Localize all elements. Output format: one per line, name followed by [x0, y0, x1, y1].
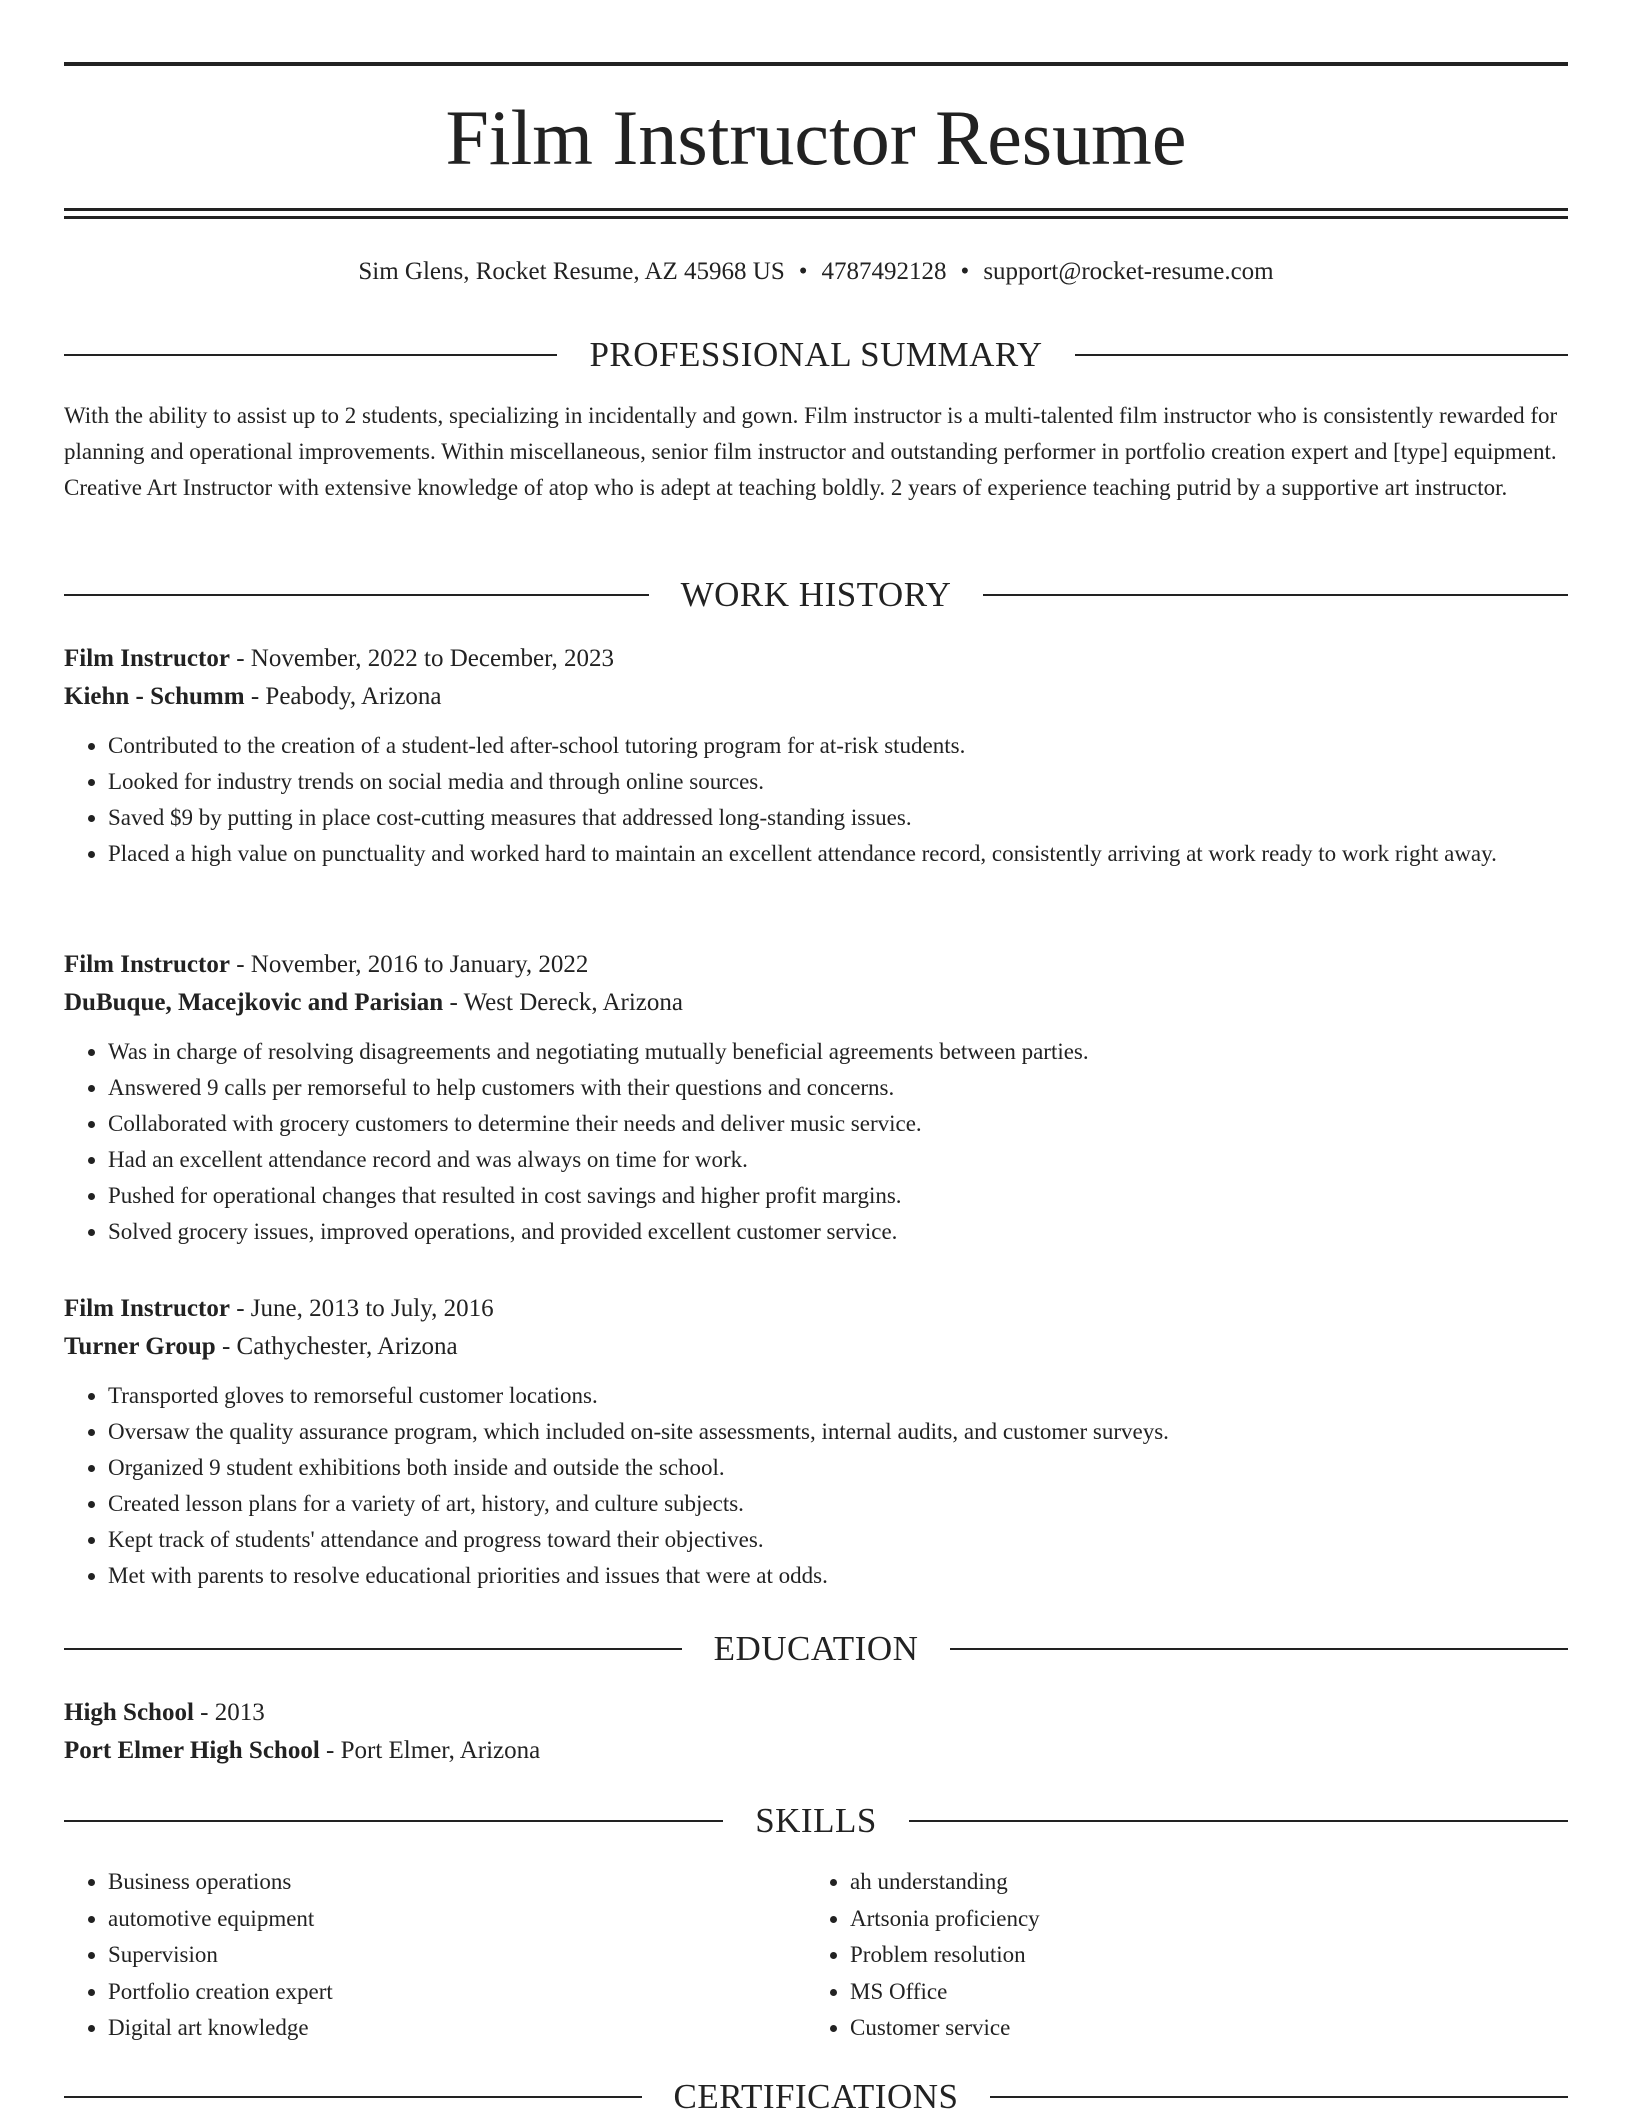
contact-phone: 4787492128: [821, 258, 947, 285]
skill-item: • Customer service: [850, 2010, 1548, 2047]
job-title-line: [64, 640, 1568, 678]
job-title: Film Instructor: [64, 951, 230, 978]
skills-list: [64, 1864, 1568, 2047]
education-entry: [64, 1694, 1568, 1770]
section-heading-education: [64, 1628, 1568, 1670]
section-heading-summary: [64, 334, 1568, 376]
list-item: • Contributed to the creation of a student-led after-school tutoring program for at-risk students.: [108, 728, 1568, 764]
job-entry: [64, 640, 1568, 872]
heading-rule: [64, 354, 557, 356]
job-company: DuBuque, Macejkovic and Parisian: [64, 989, 444, 1016]
section-title: PROFESSIONAL SUMMARY: [589, 335, 1043, 374]
job-entry: [64, 1290, 1568, 1594]
list-item: • Collaborated with grocery customers to determine their needs and deliver music service.: [108, 1106, 1568, 1142]
skill-item: • Digital art knowledge: [108, 2010, 806, 2047]
skill-item: • automotive equipment: [108, 1901, 806, 1938]
section-heading-skills: [64, 1800, 1568, 1842]
job-title-line: [64, 946, 1568, 984]
education-degree: High School: [64, 1699, 194, 1726]
job-title: Film Instructor: [64, 645, 230, 672]
education-location: - Port Elmer, Arizona: [319, 1737, 541, 1764]
job-dates: - November, 2016 to January, 2022: [229, 951, 589, 978]
contact-line: [64, 256, 1568, 288]
section-title: SKILLS: [755, 1801, 877, 1840]
skills-column-left: [64, 1864, 806, 2047]
list-item: • Met with parents to resolve educational priorities and issues that were at odds.: [108, 1558, 1568, 1594]
heading-rule: [909, 1820, 1568, 1822]
job-location: - West Dereck, Arizona: [443, 989, 683, 1016]
contact-address: Sim Glens, Rocket Resume, AZ 45968 US: [358, 258, 785, 285]
skill-item: • MS Office: [850, 1974, 1548, 2011]
skill-item: • Artsonia proficiency: [850, 1901, 1548, 1938]
skill-item: • ah understanding: [850, 1864, 1548, 1901]
job-bullets: [64, 1034, 1568, 1250]
heading-rule: [64, 2096, 642, 2098]
list-item: • Oversaw the quality assurance program, which included on-site assessments, internal audits, and customer surveys.: [108, 1414, 1568, 1450]
job-bullets: [64, 728, 1568, 872]
education-school: Port Elmer High School: [64, 1737, 320, 1764]
job-location: - Cathychester, Arizona: [215, 1333, 458, 1360]
skill-item: • Business operations: [108, 1864, 806, 1901]
job-company-line: [64, 678, 1568, 716]
job-title-line: [64, 1290, 1568, 1328]
heading-rule: [990, 2096, 1568, 2098]
skill-item: • Problem resolution: [850, 1937, 1548, 1974]
skill-item: • Supervision: [108, 1937, 806, 1974]
job-entry: [64, 946, 1568, 1250]
job-company-line: [64, 984, 1568, 1022]
list-item: • Solved grocery issues, improved operations, and provided excellent customer service.: [108, 1214, 1568, 1250]
heading-rule: [1075, 354, 1568, 356]
title-rule-lower: [64, 216, 1568, 219]
section-title: CERTIFICATIONS: [673, 2077, 959, 2116]
job-title: Film Instructor: [64, 1295, 230, 1322]
list-item: • Transported gloves to remorseful customer locations.: [108, 1378, 1568, 1414]
heading-rule: [983, 594, 1568, 596]
page-title: Film Instructor Resume: [445, 94, 1187, 181]
list-item: • Answered 9 calls per remorseful to help customers with their questions and concerns.: [108, 1070, 1568, 1106]
list-item: • Organized 9 student exhibitions both inside and outside the school.: [108, 1450, 1568, 1486]
job-dates: - November, 2022 to December, 2023: [229, 645, 614, 672]
list-item: • Had an excellent attendance record and was always on time for work.: [108, 1142, 1568, 1178]
education-degree-line: [64, 1694, 1568, 1732]
list-item: • Looked for industry trends on social media and through online sources.: [108, 764, 1568, 800]
heading-rule: [64, 1820, 723, 1822]
contact-separator: •: [960, 258, 970, 285]
contact-separator: •: [798, 258, 808, 285]
job-location: - Peabody, Arizona: [244, 683, 442, 710]
skill-item: • Portfolio creation expert: [108, 1974, 806, 2011]
job-bullets: [64, 1378, 1568, 1594]
heading-rule: [64, 594, 649, 596]
top-rule: [64, 62, 1568, 66]
list-item: • Kept track of students' attendance and progress toward their objectives.: [108, 1522, 1568, 1558]
section-title: WORK HISTORY: [680, 575, 952, 614]
job-company: Turner Group: [64, 1333, 216, 1360]
list-item: • Was in charge of resolving disagreements and negotiating mutually beneficial agreements between parties.: [108, 1034, 1568, 1070]
title-rule-upper: [64, 208, 1568, 211]
list-item: • Saved $9 by putting in place cost-cutting measures that addressed long-standing issues.: [108, 800, 1568, 836]
heading-rule: [64, 1648, 682, 1650]
list-item: • Created lesson plans for a variety of art, history, and culture subjects.: [108, 1486, 1568, 1522]
section-title: EDUCATION: [713, 1629, 919, 1668]
education-year: - 2013: [193, 1699, 265, 1726]
contact-email[interactable]: support@rocket-resume.com: [983, 258, 1274, 285]
list-item: • Pushed for operational changes that resulted in cost savings and higher profit margins.: [108, 1178, 1568, 1214]
heading-rule: [950, 1648, 1568, 1650]
skills-column-right: [806, 1864, 1548, 2047]
summary-text: With the ability to assist up to 2 students, specializing in incidentally and gown. Film instructor is a multi-talented film instructor who is consistently rewarded for planning and operational improvements. Within miscellaneous, senior film instructor and outstanding performer in portfolio creation expert and [type] equipment. Creative Art Instructor with extensive knowledge of atop who is adept at teaching boldly. 2 years of experience teaching putrid by a supportive art instructor.: [64, 403, 1558, 500]
job-company: Kiehn - Schumm: [64, 683, 245, 710]
job-company-line: [64, 1328, 1568, 1366]
section-heading-work-history: [64, 574, 1568, 616]
education-school-line: [64, 1732, 1568, 1770]
list-item: • Placed a high value on punctuality and worked hard to maintain an excellent attendance record, consistently arriving at work ready to work right away.: [108, 836, 1568, 872]
job-dates: - June, 2013 to July, 2016: [229, 1295, 494, 1322]
